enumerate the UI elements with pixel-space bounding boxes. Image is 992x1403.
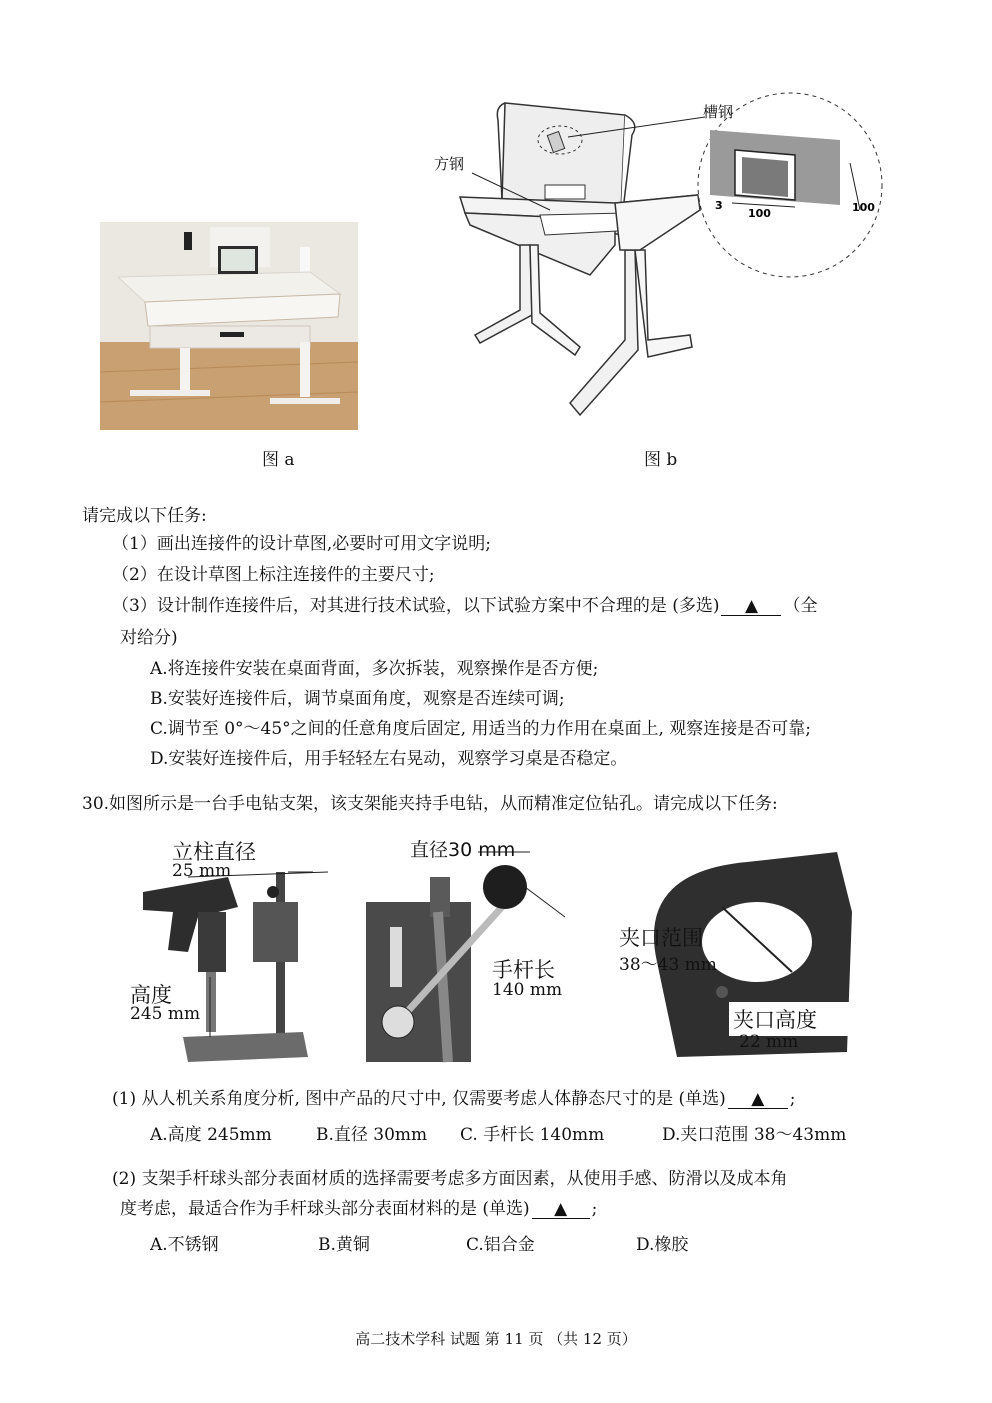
- q30-sub1-text: (1) 从人机关系角度分析, 图中产品的尺寸中, 仅需要考虑人体静态尺寸的是 (单选): [112, 1089, 726, 1109]
- label-clamp-range-title: 夹口范围: [619, 926, 703, 950]
- q30-sub1-stem: [112, 1088, 796, 1110]
- clamp-photo: [617, 832, 862, 1070]
- label-column-value: 25 mm: [172, 861, 232, 881]
- task-intro: 请完成以下任务:: [82, 506, 207, 526]
- label-clamp-height-title: 夹口高度: [729, 1002, 855, 1036]
- lever-illustration: [360, 832, 575, 1070]
- q30-sub2-answer-blank[interactable]: ▲: [532, 1200, 590, 1219]
- task-3-line1: [112, 595, 817, 617]
- lever-photo: [360, 832, 575, 1070]
- task-2: （2）在设计草图上标注连接件的主要尺寸;: [112, 565, 435, 585]
- q30-sub2-option-b: B.黄铜: [318, 1235, 370, 1255]
- task-1: （1）画出连接件的设计草图,必要时可用文字说明;: [112, 534, 491, 554]
- q30-sub1-option-c: C. 手杆长 140mm: [460, 1125, 605, 1145]
- question-30-stem: 30.如图所示是一台手电钻支架，该支架能夹持手电钻，从而精准定位钻孔。请完成以下任务:: [82, 794, 778, 814]
- task-3-option-c: C.调节至 0°～45°之间的任意角度后固定, 用适当的力作用在桌面上, 观察连接是否可靠;: [150, 719, 811, 739]
- q30-sub2-line2: [120, 1198, 597, 1220]
- label-lever-value: 140 mm: [492, 980, 563, 1000]
- q30-sub1-option-b: B.直径 30mm: [316, 1125, 428, 1145]
- task-3-suffix: （全: [783, 596, 818, 616]
- q30-sub2-option-d: D.橡胶: [636, 1235, 689, 1255]
- label-height-value: 245 mm: [130, 1004, 201, 1024]
- task-3-option-b: B.安装好连接件后，调节桌面角度，观察是否连续可调;: [150, 689, 565, 709]
- label-clamp-range-value: 38～43 mm: [619, 955, 717, 975]
- label-channel-steel: 槽钢: [703, 103, 734, 121]
- dim-3-label: 3: [715, 199, 723, 212]
- label-diameter: 直径30 mm: [410, 839, 516, 861]
- dim-100-label-a: 100: [748, 207, 771, 220]
- label-lever-title: 手杆长: [492, 958, 555, 982]
- task-3-answer-blank[interactable]: ▲: [721, 597, 781, 616]
- dim-100-label-b: 100: [852, 201, 875, 214]
- figure-b-caption: 图 b: [644, 450, 678, 470]
- q30-sub1-end: ;: [789, 1089, 796, 1109]
- figure-b-drawing: [420, 85, 890, 435]
- q30-sub1-option-d: D.夹口范围 38～43mm: [662, 1125, 847, 1145]
- q30-sub1-option-a: A.高度 245mm: [150, 1125, 272, 1145]
- task-3-prefix: （3）设计制作连接件后，对其进行技术试验，以下试验方案中不合理的是 (多选): [112, 596, 720, 616]
- label-height-title: 高度: [130, 983, 172, 1007]
- desk-illustration: [100, 222, 358, 430]
- task-3-option-a: A.将连接件安装在桌面背面，多次拆装，观察操作是否方便;: [150, 659, 599, 679]
- q30-sub1-answer-blank[interactable]: ▲: [728, 1090, 788, 1109]
- desk-photo: [100, 222, 358, 430]
- task-3-line2: 对给分): [120, 628, 178, 648]
- task-3-option-d: D.安装好连接件后，用手轻轻左右晃动，观察学习桌是否稳定。: [150, 749, 628, 769]
- label-clamp-height-value: 22 mm: [739, 1032, 799, 1052]
- q30-sub2-option-c: C.铝合金: [466, 1235, 535, 1255]
- q30-sub2-end: ;: [591, 1199, 598, 1219]
- label-column-title: 立柱直径: [172, 840, 256, 864]
- q30-sub2-text: 度考虑，最适合作为手杆球头部分表面材料的是 (单选): [120, 1199, 530, 1219]
- q30-sub2-line1: (2) 支架手杆球头部分表面材质的选择需要考虑多方面因素，从使用手感、防滑以及成本角: [112, 1169, 788, 1189]
- page-footer: 高二技术学科 试题 第 11 页 （共 12 页）: [355, 1330, 637, 1348]
- desk-frame-diagram: [420, 85, 890, 435]
- drill-stand-photo: [128, 832, 328, 1070]
- q30-sub2-option-a: A.不锈钢: [150, 1235, 219, 1255]
- figure-a-caption: 图 a: [262, 450, 295, 470]
- label-square-steel: 方钢: [434, 155, 465, 173]
